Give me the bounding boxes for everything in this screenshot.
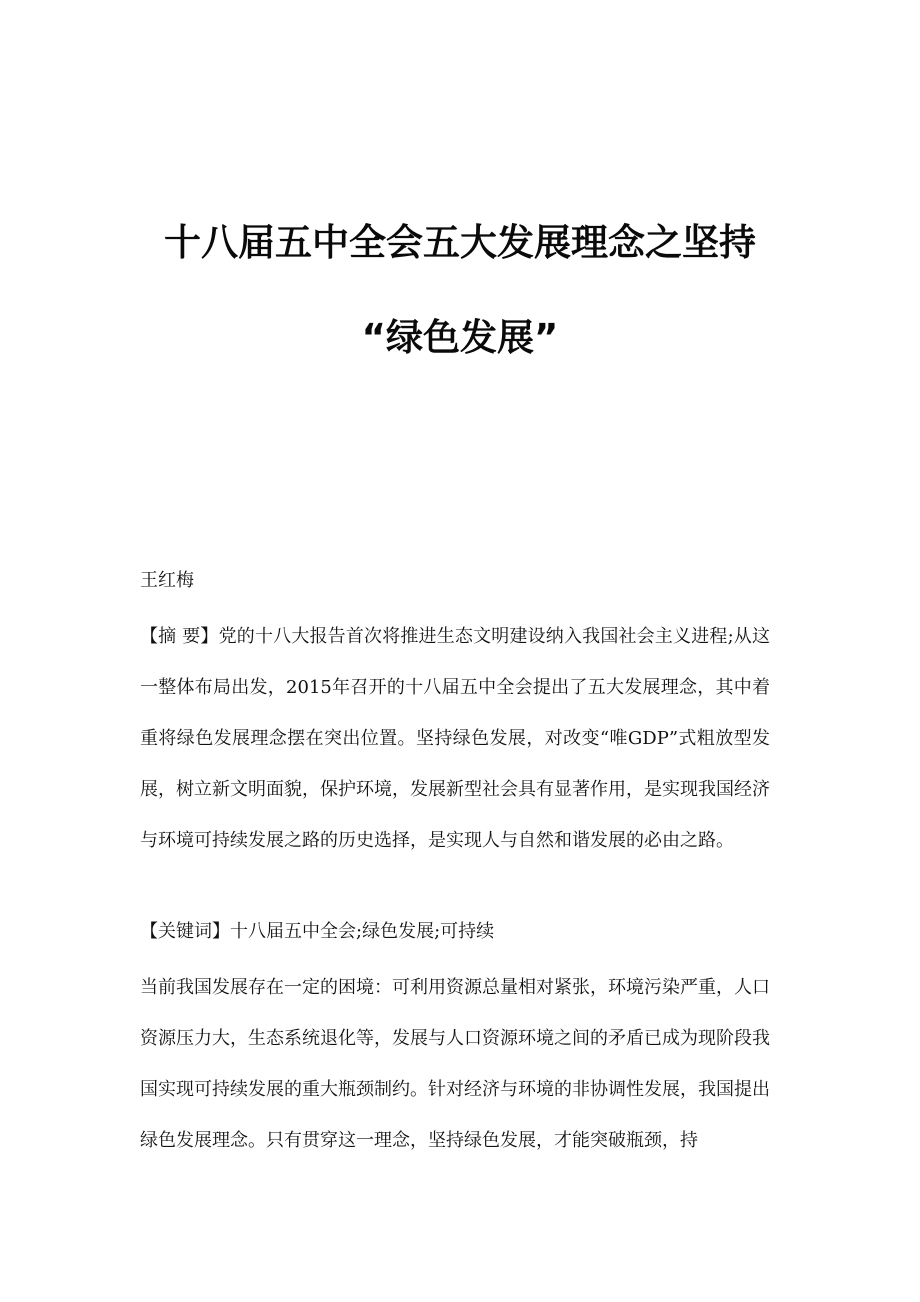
document-title-line-1: 十八届五中全会五大发展理念之坚持 xyxy=(164,221,756,264)
abstract-paragraph: 【摘 要】党的十八大报告首次将推进生态文明建设纳入我国社会主义进程;从这一整体布局出发，2015年召开的十八届五中全会提出了五大发展理念，其中着重将绿色发展理念摆在突出位置。坚持绿色发展，对改变“唯GDP”式粗放型发展，树立新文明面貌，保护环境，发展新型社会具有显著作用，是实现我国经济与环境可持续发展之路的历史选择，是实现人与自然和谐发展的必由之路。 xyxy=(140,626,770,851)
document-title-line-2: “绿色发展” xyxy=(361,316,559,359)
body-paragraph: 当前我国发展存在一定的困境：可利用资源总量相对紧张，环境污染严重，人口资源压力大，生态系统退化等，发展与人口资源环境之间的矛盾已成为现阶段我国实现可持续发展的重大瓶颈制约。针对经济与环境的非协调性发展，我国提出绿色发展理念。只有贯穿这一理念，坚持绿色发展，才能突破瓶颈，持 xyxy=(140,977,770,1151)
author-name: 王红梅 xyxy=(140,570,194,591)
keywords-line: 【关键词】十八届五中全会;绿色发展;可持续 xyxy=(140,921,495,942)
